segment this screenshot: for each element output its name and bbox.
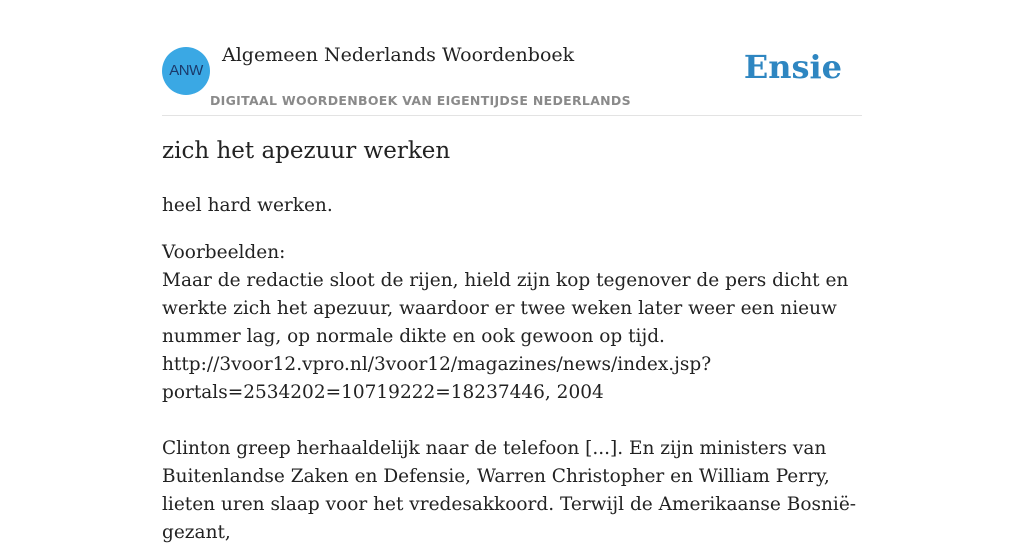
examples-label: Voorbeelden: xyxy=(162,242,286,263)
ensie-brand-link[interactable]: Ensie xyxy=(743,48,842,86)
site-subtitle: DIGITAAL WOORDENBOEK VAN EIGENTIJDSE NEDERLANDS xyxy=(210,93,631,108)
entry-definition: heel hard werken. xyxy=(162,195,333,216)
site-title[interactable]: Algemeen Nederlands Woordenboek xyxy=(222,44,575,66)
example-spacer xyxy=(162,407,862,435)
main-content xyxy=(162,0,862,543)
anw-logo[interactable]: ANW xyxy=(162,47,210,95)
entry-title: zich het apezuur werken xyxy=(162,138,451,164)
site-header xyxy=(162,0,862,116)
examples-section xyxy=(162,239,862,547)
example-source: http://3voor12.vpro.nl/3voor12/magazines/news/index.jsp?portals=2534202=10719222=18237446, 2004 xyxy=(162,354,712,403)
example-text: Maar de redactie sloot de rijen, hield zijn kop tegenover de pers dicht en werkte zich het apezuur, waardoor er twee weken later weer een nieuw nummer lag, op normale dikte en ook gewoon op tijd. xyxy=(162,270,849,347)
example-text: Clinton greep herhaaldelijk naar de telefoon [...]. En zijn ministers van Buitenlandse Zaken en Defensie, Warren Christopher en William Perry, lieten uren slaap voor het vredesakkoord. Terwijl de Amerikaanse Bosnië-gezant, xyxy=(162,438,857,543)
